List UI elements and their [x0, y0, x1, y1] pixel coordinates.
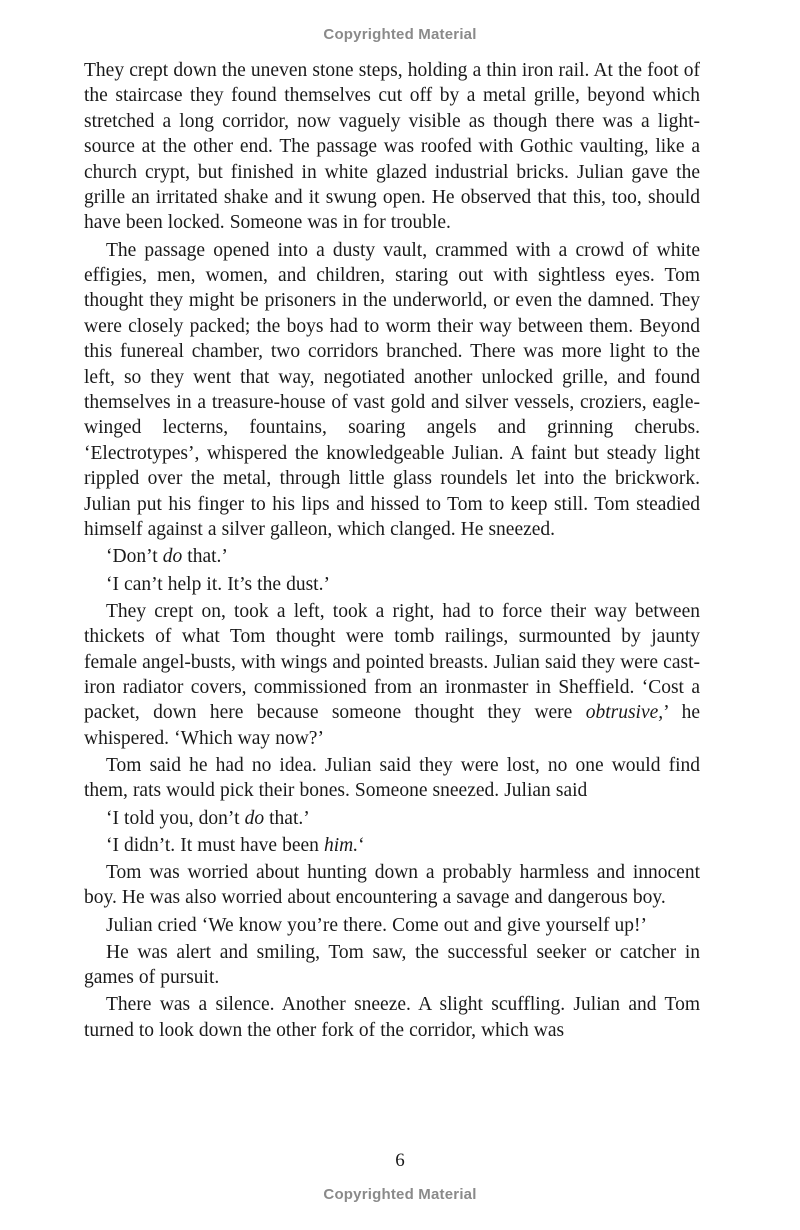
paragraph: Julian cried ‘We know you’re there. Come out and give yourself up!’	[106, 914, 648, 936]
text-run: ‘I didn’t. It must have been	[106, 834, 324, 856]
paragraph: The passage opened into a dusty vault, crammed with a crowd of white effigies, men, women, and children, staring out with sightless eyes. Tom thought they might be prisoners in the underworld, or even the damned. They were closely packed; the boys had to worm their way between them. Beyond this funereal chamber, two corridors branched. There was more light to the left, so they went that way, negotiated another unlocked grille, and found themselves in a treasure-house of vast gold and silver vessels, croziers, eagle-winged lecterns, fountains, soaring angels and grinning cherubs. ‘Electrotypes’, whispered the knowledgeable Julian. A faint but steady light rippled over the metal, through little glass roundels let into the brickwork. Julian put his finger to his lips and hissed to Tom to keep still. Tom steadied himself against a silver galleon, which clanged. He sneezed.	[84, 239, 700, 541]
text-run: They crept on, took a left, took a right, had to force their way between thickets of what Tom thought were tomb railings, surmounted by jaunty female angel-busts, with wings and pointed breasts. Julian said they were cast-iron radiator covers, commissioned from an ironmaster in Sheffield. ‘Cost a packet, down here because someone thought they were	[84, 600, 700, 724]
emphasis: do	[162, 546, 183, 568]
text-run: ’ he whispered. ‘Which way now?’	[84, 702, 700, 749]
paragraph	[84, 599, 700, 751]
emphasis: him.	[324, 834, 359, 856]
page-number: 6	[395, 1150, 405, 1171]
paragraph: Tom was worried about hunting down a probably harmless and innocent boy. He was also worried about encountering a savage and dangerous boy.	[84, 861, 700, 909]
text-run: that.’	[182, 546, 228, 568]
paragraph	[84, 806, 700, 831]
copyright-watermark-top: Copyrighted Material	[323, 26, 477, 43]
page-body-text	[84, 58, 700, 1043]
text-run: ‘	[358, 834, 365, 856]
paragraph: ‘I can’t help it. It’s the dust.’	[106, 573, 330, 595]
paragraph: Tom said he had no idea. Julian said they were lost, no one would find them, rats would pick their bones. Someone sneezed. Julian said	[84, 754, 700, 802]
text-run: that.’	[264, 807, 310, 829]
emphasis: obtrusive,	[585, 702, 664, 724]
text-run: ‘I told you, don’t	[106, 807, 245, 829]
paragraph: He was alert and smiling, Tom saw, the successful seeker or catcher in games of pursuit.	[84, 941, 700, 989]
paragraph	[84, 833, 700, 858]
emphasis: do	[244, 807, 265, 829]
paragraph: They crept down the uneven stone steps, holding a thin iron rail. At the foot of the staircase they found themselves cut off by a metal grille, beyond which stretched a long corridor, now vaguely visible as though there was a light-source at the other end. The passage was roofed with Gothic vaulting, like a church crypt, but finished in white glazed industrial bricks. Julian gave the grille an irritated shake and it swung open. He observed that this, too, should have been locked. Someone was in for trouble.	[84, 60, 700, 234]
copyright-watermark-bottom: Copyrighted Material	[323, 1186, 477, 1203]
paragraph	[84, 544, 700, 569]
text-run: ‘Don’t	[106, 546, 163, 568]
paragraph: There was a silence. Another sneeze. A slight scuffling. Julian and Tom turned to look down the other fork of the corridor, which was	[84, 994, 700, 1041]
